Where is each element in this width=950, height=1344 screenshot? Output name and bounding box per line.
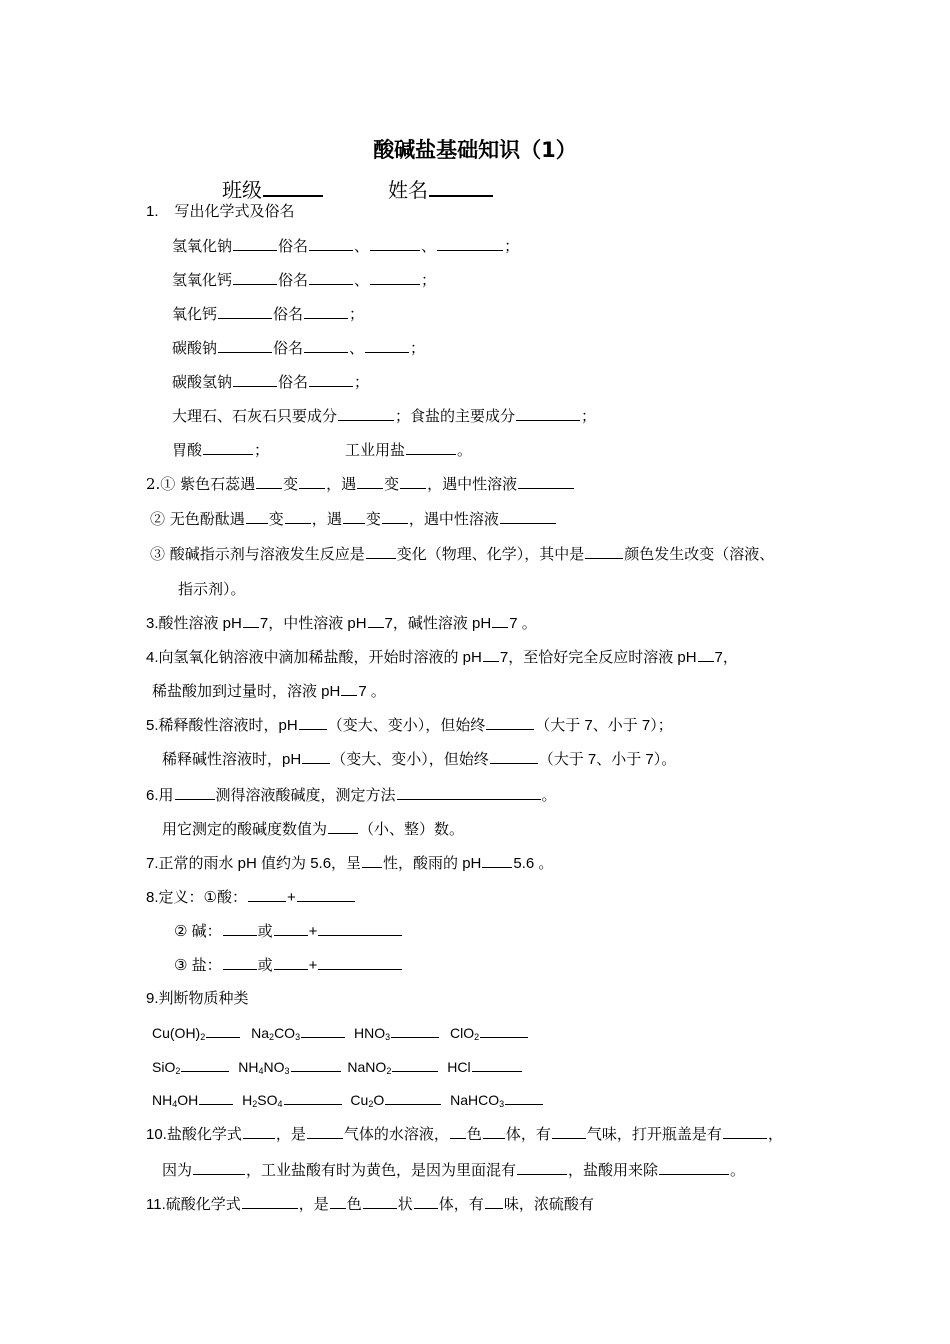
question-11: 11.硫酸化学式 ，是 色 状 体，有 味，浓硫酸有 xyxy=(146,1196,594,1213)
q1-nahco3: 碳酸氢钠 俗名 ； xyxy=(172,373,370,391)
q1-caoh2: 氢氧化钙 俗名 、 ； xyxy=(172,271,437,289)
question-6b: 用它测定的酸碱度数值为 （小、整）数。 xyxy=(162,821,465,838)
question-7: 7.正常的雨水 pH 值约为 5.6，呈 性，酸雨的 pH 5.6 。 xyxy=(146,855,554,872)
question-4: 4.向氢氧化钠溶液中滴加稀盐酸，开始时溶液的 pH 7，至恰好完全反应时溶液 pH 7， xyxy=(146,649,738,666)
question-6a: 6.用 测得溶液酸碱度，测定方法 。 xyxy=(146,787,557,804)
q1-cao: 氧化钙 俗名 ； xyxy=(172,305,365,323)
question-8b: ② 碱： 或 + xyxy=(174,921,403,942)
question-1: 1. 写出化学式及俗名 xyxy=(146,202,295,220)
question-8a: 8.定义：①酸： + xyxy=(146,887,356,908)
question-4-cont: 稀盐酸加到过量时，溶液 pH 7 。 xyxy=(152,683,386,700)
question-2c-cont: 指示剂）。 xyxy=(178,580,246,598)
q1-marble-salt: 大理石、石灰石只要成分 ；食盐的主要成分 ； xyxy=(172,407,597,425)
q1-stomach-acid: 胃酸 ； 工业用盐 。 xyxy=(172,441,473,459)
q1-na2co3: 碳酸钠 俗名 、 ； xyxy=(172,339,426,357)
question-3: 3.酸性溶液 pH 7，中性溶液 pH 7，碱性溶液 pH 7 。 xyxy=(146,615,537,632)
q1-naoh: 氢氧化钠 俗名 、 、 ； xyxy=(172,237,520,255)
question-10a: 10.盐酸化学式 ，是 气体的水溶液， 色 体，有 气味，打开瓶盖是有 ， xyxy=(146,1126,783,1143)
question-10b: 因为 ，工业盐酸有时为黄色，是因为里面混有 ，盐酸用来除 。 xyxy=(162,1162,746,1179)
question-9-row2: SiO$_2$ $NH_4NO_3$ NaNO$_2$ HCl xyxy=(152,1057,523,1081)
question-9-row3: $NH_4OH$ $H_2SO_4$ $Cu_2O$ NaHCO$_3$ xyxy=(152,1090,544,1114)
name-field: 姓名 xyxy=(388,174,494,203)
question-2c: ③ 酸碱指示剂与溶液发生反应是 变化（物理、化学），其中是 颜色发生改变（溶液、 xyxy=(150,545,775,563)
question-5a: 5.稀释酸性溶液时，pH （变大、变小），但始终 （大于 7、小于 7）； xyxy=(146,717,673,734)
page-title: 酸碱盐基础知识（1） xyxy=(373,138,577,162)
question-9-row1: $Cu(OH)_2$ $Na_2CO_3$ $HNO_3$ ClO$_2$ xyxy=(152,1023,529,1047)
question-2a: 2.① 紫色石蕊遇 变 ，遇 变 ，遇中性溶液 xyxy=(146,474,575,494)
question-5b: 稀释碱性溶液时，pH （变大、变小），但始终 （大于 7、小于 7）。 xyxy=(162,751,677,768)
question-9: 9.判断物质种类 xyxy=(146,990,249,1007)
question-8c: ③ 盐： 或 + xyxy=(174,955,403,976)
class-field: 班级 xyxy=(222,174,324,203)
question-2b: ② 无色酚酞遇 变 ，遇 变 ，遇中性溶液 xyxy=(150,509,557,529)
